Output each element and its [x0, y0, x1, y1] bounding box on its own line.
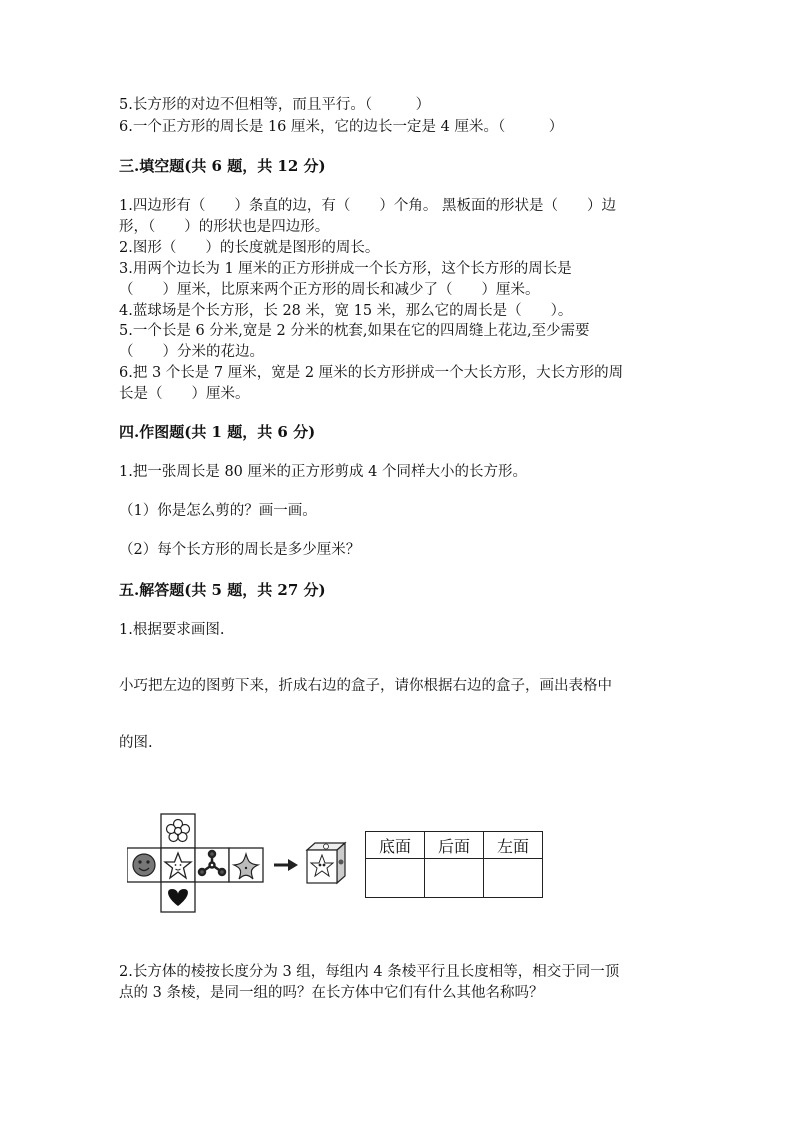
fill-question-3-line-2: （ ）厘米，比原来两个正方形的周长和减少了（ ）厘米。: [119, 282, 540, 298]
fill-question-2: 2.图形（ ）的长度就是图形的周长。: [119, 240, 380, 256]
judge-question-6: 6.一个正方形的周长是 16 厘米，它的边长一定是 4 厘米。（ ）: [119, 119, 564, 135]
fill-question-3-line-1: 3.用两个边长为 1 厘米的正方形拼成一个长方形，这个长方形的周长是: [119, 261, 572, 277]
table-cell-left[interactable]: [484, 859, 543, 898]
fill-question-1-line-2: 形，（ ）的形状也是四边形。: [119, 219, 330, 235]
arrow-icon: [274, 859, 298, 871]
draw-sub-question-2: （2）每个长方形的周长是多少厘米？: [119, 542, 361, 558]
draw-question-1: 1.把一张周长是 80 厘米的正方形剪成 4 个同样大小的长方形。: [119, 464, 527, 480]
solve-question-1: 1.根据要求画图.: [119, 622, 225, 638]
table-header-bottom: 底面: [366, 832, 425, 859]
solve-question-2-line-2: 点的 3 条棱，是同一组的吗？在长方体中它们有什么其他名称吗？: [119, 985, 544, 1001]
fill-question-6-line-2: 长是（ ）厘米。: [119, 386, 250, 402]
section-heading-fill: 三.填空题(共 6 题，共 12 分): [119, 157, 326, 175]
fill-question-4: 4.蓝球场是个长方形，长 28 米，宽 15 米，那么它的周长是（ ）。: [119, 303, 573, 319]
draw-sub-question-1: （1）你是怎么剪的？画一画。: [119, 503, 317, 519]
faces-table: [365, 831, 543, 898]
table-cell-bottom[interactable]: [366, 859, 425, 898]
fill-question-6-line-1: 6.把 3 个长是 7 厘米，宽是 2 厘米的长方形拼成一个大长方形，大长方形的周: [119, 365, 624, 381]
section-heading-draw: 四.作图题(共 1 题，共 6 分): [119, 423, 316, 441]
fill-question-5-line-2: （ ）分米的花边。: [119, 344, 264, 360]
cube-net-figure: [127, 812, 352, 914]
solve-question-2-line-1: 2.长方体的棱按长度分为 3 组，每组内 4 条棱平行且长度相等，相交于同一顶: [119, 964, 620, 980]
smiley-icon: [133, 854, 155, 876]
solve-question-1-text-2: 的图.: [119, 735, 153, 751]
fill-question-1-line-1: 1.四边形有（ ）条直的边，有（ ）个角。 黑板面的形状是（ ）边: [119, 198, 616, 214]
solve-question-1-text-1: 小巧把左边的图剪下来，折成右边的盒子，请你根据右边的盒子，画出表格中: [119, 678, 612, 694]
section-heading-solve: 五.解答题(共 5 题，共 27 分): [119, 581, 326, 599]
cube-icon: [307, 843, 345, 883]
judge-question-5: 5.长方形的对边不但相等，而且平行。（ ）: [119, 97, 431, 113]
fill-question-5-line-1: 5.一个长是 6 分米,宽是 2 分米的枕套,如果在它的四周缝上花边,至少需要: [119, 323, 590, 339]
table-cell-back[interactable]: [425, 859, 484, 898]
table-header-back: 后面: [425, 832, 484, 859]
table-header-left: 左面: [484, 832, 543, 859]
